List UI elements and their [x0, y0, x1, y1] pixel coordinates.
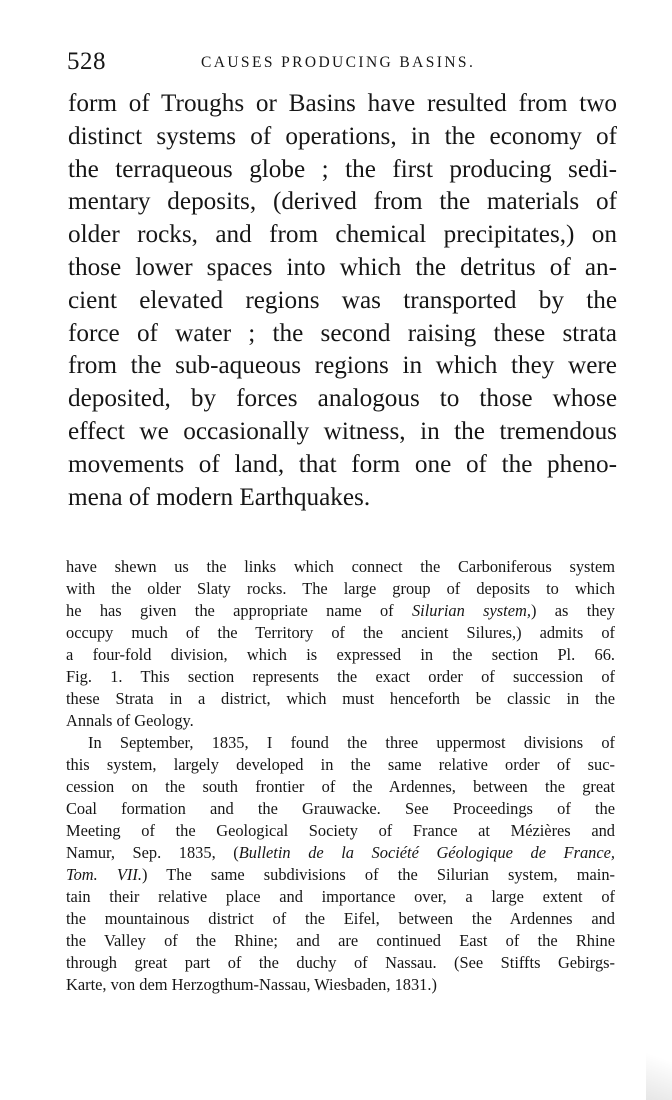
- footnote-line: Annals of Geology.: [66, 711, 194, 730]
- page-edge-shading: [646, 1030, 672, 1100]
- footnote-italic-text: Tom. VII.: [66, 865, 142, 884]
- footnote-line: Fig. 1. This section represents the exact order of succession of: [66, 667, 615, 686]
- text-line: form of Troughs or Basins have resulted from two: [68, 90, 617, 117]
- footnote-line: have shewn us the links which connect the Carboniferous system: [66, 557, 615, 576]
- footnote-line: the mountainous district of the Eifel, between the Ardennes and: [66, 909, 615, 928]
- footnote-line: Coal formation and the Grauwacke. See Proceedings of the: [66, 799, 615, 818]
- footnote-italic-text: Silurian system,: [411, 601, 531, 620]
- text-line: the terraqueous globe ; the first producing sedi-: [68, 155, 617, 183]
- footnote-line: In September, 1835, I found the three uppermost divisions of: [88, 733, 615, 752]
- text-line: mena of modern Earthquakes.: [68, 483, 371, 511]
- text-line: those lower spaces into which the detritus of an-: [68, 253, 617, 281]
- text-line: cient elevated regions was transported by the: [68, 286, 617, 314]
- text-line: older rocks, and from chemical precipitates,) on: [68, 221, 617, 249]
- footnote-line: [66, 842, 615, 864]
- footnote-line: occupy much of the Territory of the ancient Silures,) admits of: [66, 623, 615, 642]
- text-line: mentary deposits, (derived from the materials of: [68, 188, 617, 216]
- footnote-line: a four-fold division, which is expressed in the section Pl. 66.: [66, 645, 615, 664]
- footnote-line: [66, 600, 615, 622]
- footnote-line: cession on the south frontier of the Ardennes, between the great: [66, 777, 615, 796]
- footnote-line: with the older Slaty rocks. The large group of deposits to which: [66, 579, 615, 598]
- footnote-line: tain their relative place and importance over, a large extent of: [66, 887, 615, 906]
- page-header: [67, 46, 615, 80]
- footnote-line: Meeting of the Geological Society of France at Mézières and: [66, 821, 615, 840]
- footnote-line: the Valley of the Rhine; and are continued East of the Rhine: [66, 931, 615, 950]
- text-line: effect we occasionally witness, in the tremendous: [68, 417, 617, 445]
- text-line: movements of land, that form one of the pheno-: [68, 450, 617, 478]
- footnote-text: ) as they: [530, 601, 615, 620]
- text-line: force of water ; the second raising these strata: [68, 319, 617, 347]
- footnote-line: Karte, von dem Herzogthum-Nassau, Wiesbaden, 1831.): [66, 975, 437, 994]
- footnote-line: this system, largely developed in the same relative order of suc-: [66, 755, 615, 774]
- text-line: distinct systems of operations, in the economy of: [68, 122, 617, 150]
- text-line: from the sub-aqueous regions in which they were: [68, 352, 617, 380]
- footnote-line: through great part of the duchy of Nassau. (See Stiffts Gebirgs-: [66, 953, 615, 972]
- page-number: 528: [67, 48, 106, 75]
- footnote: [66, 556, 615, 996]
- footnote-italic-text: Bulletin de la Société Géologique de France,: [238, 843, 615, 862]
- footnote-text: ) The same subdivisions of the Silurian system, main-: [141, 865, 615, 884]
- text-line: deposited, by forces analogous to those whose: [68, 385, 617, 413]
- footnote-text: Namur, Sep. 1835, (: [66, 843, 239, 862]
- footnote-line: [66, 864, 615, 886]
- running-head: CAUSES PRODUCING BASINS.: [201, 54, 476, 71]
- footnote-line: these Strata in a district, which must henceforth be classic in the: [66, 689, 615, 708]
- main-paragraph: [68, 88, 617, 514]
- footnote-text: he has given the appropriate name of: [66, 601, 412, 620]
